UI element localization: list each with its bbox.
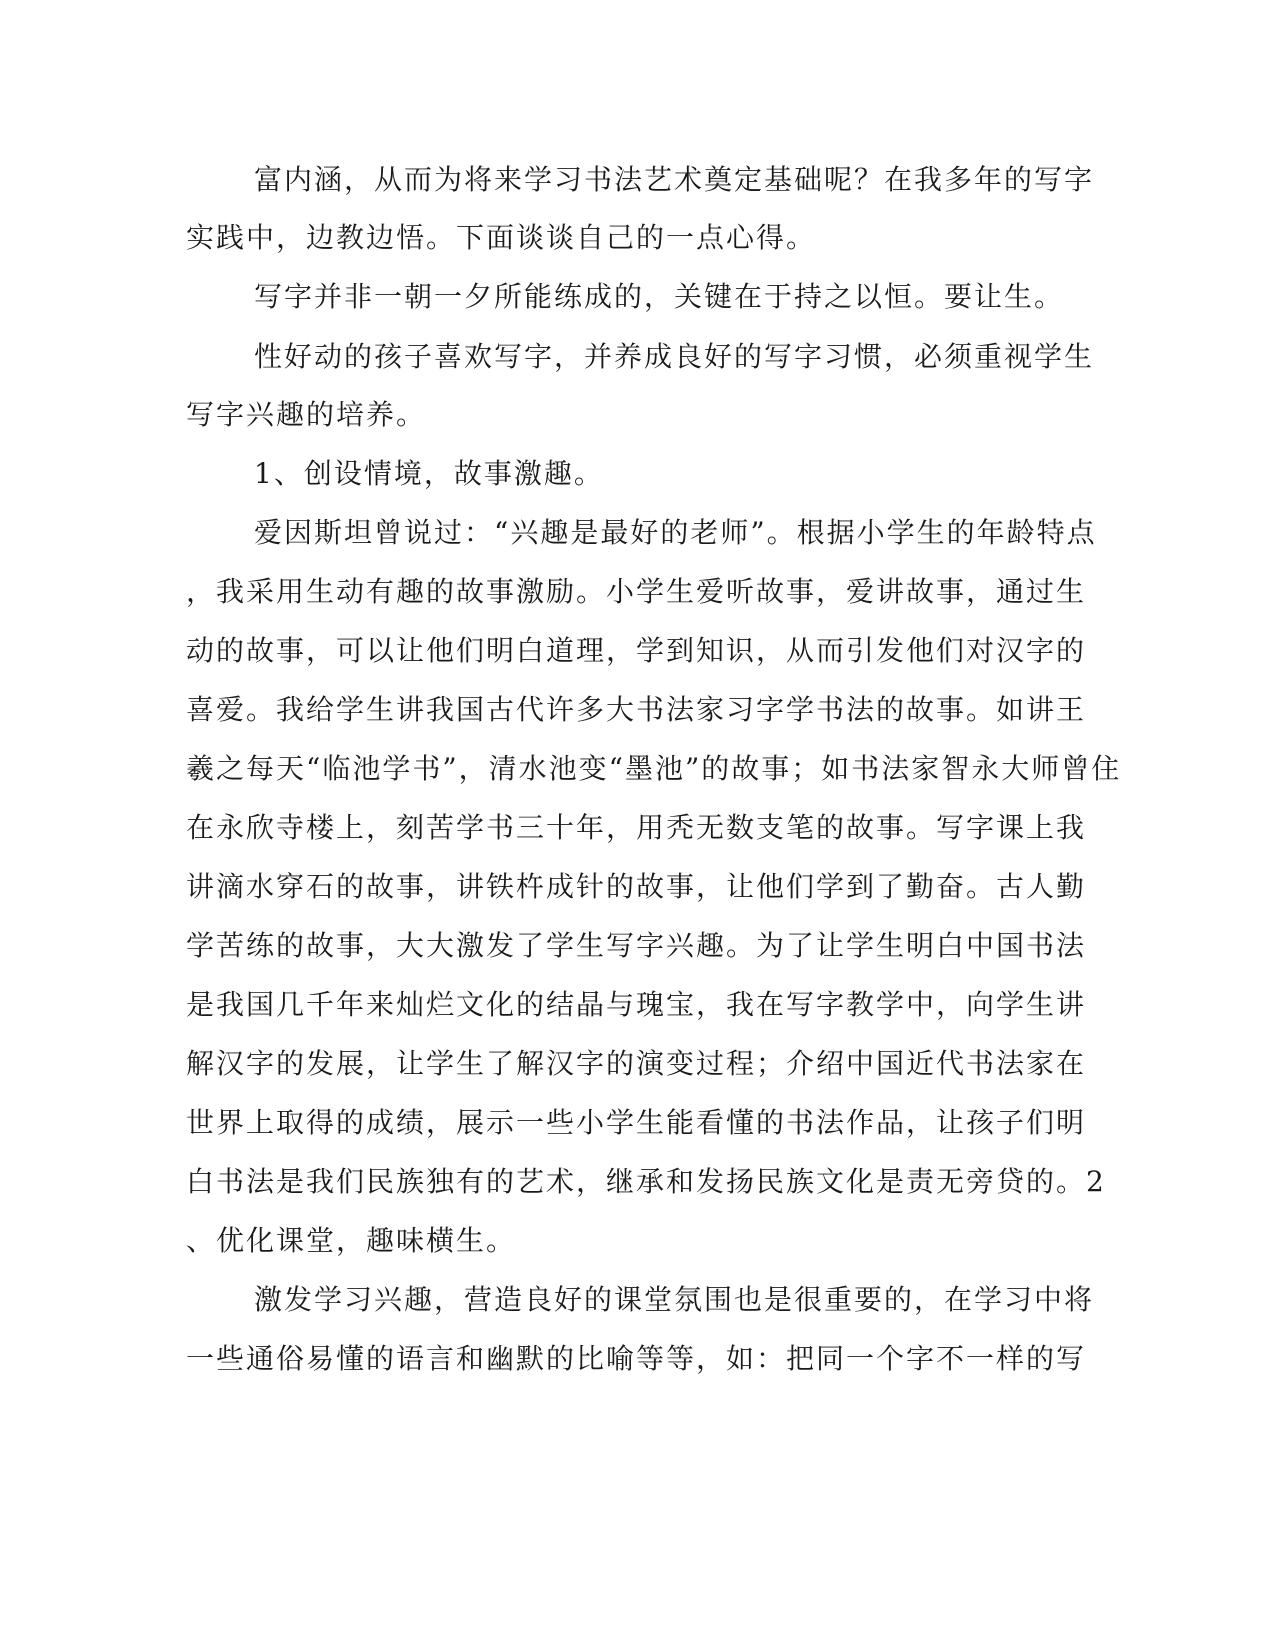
text-line [186,631,1086,671]
text-line [186,690,1086,730]
line-text: 富内涵，从而为将来学习书法艺术奠定基础呢？在我多年的写字 [254,163,1095,196]
line-text: 解汉字的发展，让学生了解汉字的演变过程；介绍中国近代书法家在 [186,1047,1087,1080]
text-line [186,1162,1106,1202]
line-text: 动的故事，可以让他们明白道理，学到知识，从而引发他们对汉字的 [186,634,1087,667]
line-text: 羲之每天“临池学书”，清水池变“墨池”的故事；如书法家智永大师曾住 [186,752,1122,785]
text-line [186,808,1086,848]
text-line [186,572,1086,612]
text-line [186,749,1121,789]
text-line [186,337,1094,377]
line-text: ，我采用生动有趣的故事激励。小学生爱听故事，爱讲故事，通过生 [186,575,1087,608]
line-text: 在永欣寺楼上，刻苦学书三十年，用秃无数支笔的故事。写字课上我 [186,811,1087,844]
line-text: 爱因斯坦曾说过：“兴趣是最好的老师”。根据小学生的年龄特点 [254,516,1097,549]
text-line [186,160,1094,200]
line-text: 白书法是我们民族独有的艺术，继承和发扬民族文化是责无旁贷的。2 [186,1165,1106,1198]
line-text: 实践中，边教边悟。下面谈谈自己的一点心得。 [186,221,817,254]
line-text: 激发学习兴趣，营造良好的课堂氛围也是很重要的，在学习中将 [254,1283,1095,1316]
line-text: 讲滴水穿石的故事，讲铁杵成针的故事，让他们学到了勤奋。古人勤 [186,870,1087,903]
text-line [186,454,604,494]
text-line [186,513,1097,553]
line-text: 喜爱。我给学生讲我国古代许多大书法家习字学书法的故事。如讲王 [186,693,1087,726]
text-line [186,1044,1086,1084]
line-text: 性好动的孩子喜欢写字，并养成良好的写字习惯，必须重视学生 [254,340,1095,373]
text-line [186,1280,1094,1320]
text-line [186,1339,1086,1379]
text-line [186,985,1086,1025]
line-text: 1、创设情境，故事激趣。 [254,457,604,490]
line-text: 一些通俗易懂的语言和幽默的比喻等等，如：把同一个字不一样的写 [186,1342,1087,1375]
text-line [186,218,816,258]
text-line [186,867,1086,907]
text-line [186,1103,1086,1143]
text-line [186,1221,516,1261]
line-text: 是我国几千年来灿烂文化的结晶与瑰宝，我在写字教学中，向学生讲 [186,988,1087,1021]
line-text: 学苦练的故事，大大激发了学生写字兴趣。为了让学生明白中国书法 [186,929,1087,962]
text-line [186,395,426,435]
line-text: 写字兴趣的培养。 [186,398,427,431]
line-text: 写字并非一朝一夕所能练成的，关键在于持之以恒。要让生。 [254,280,1065,313]
text-line [186,926,1086,966]
text-line [186,277,1064,317]
line-text: 世界上取得的成绩，展示一些小学生能看懂的书法作品，让孩子们明 [186,1106,1087,1139]
line-text: 、优化课堂，趣味横生。 [186,1224,517,1257]
